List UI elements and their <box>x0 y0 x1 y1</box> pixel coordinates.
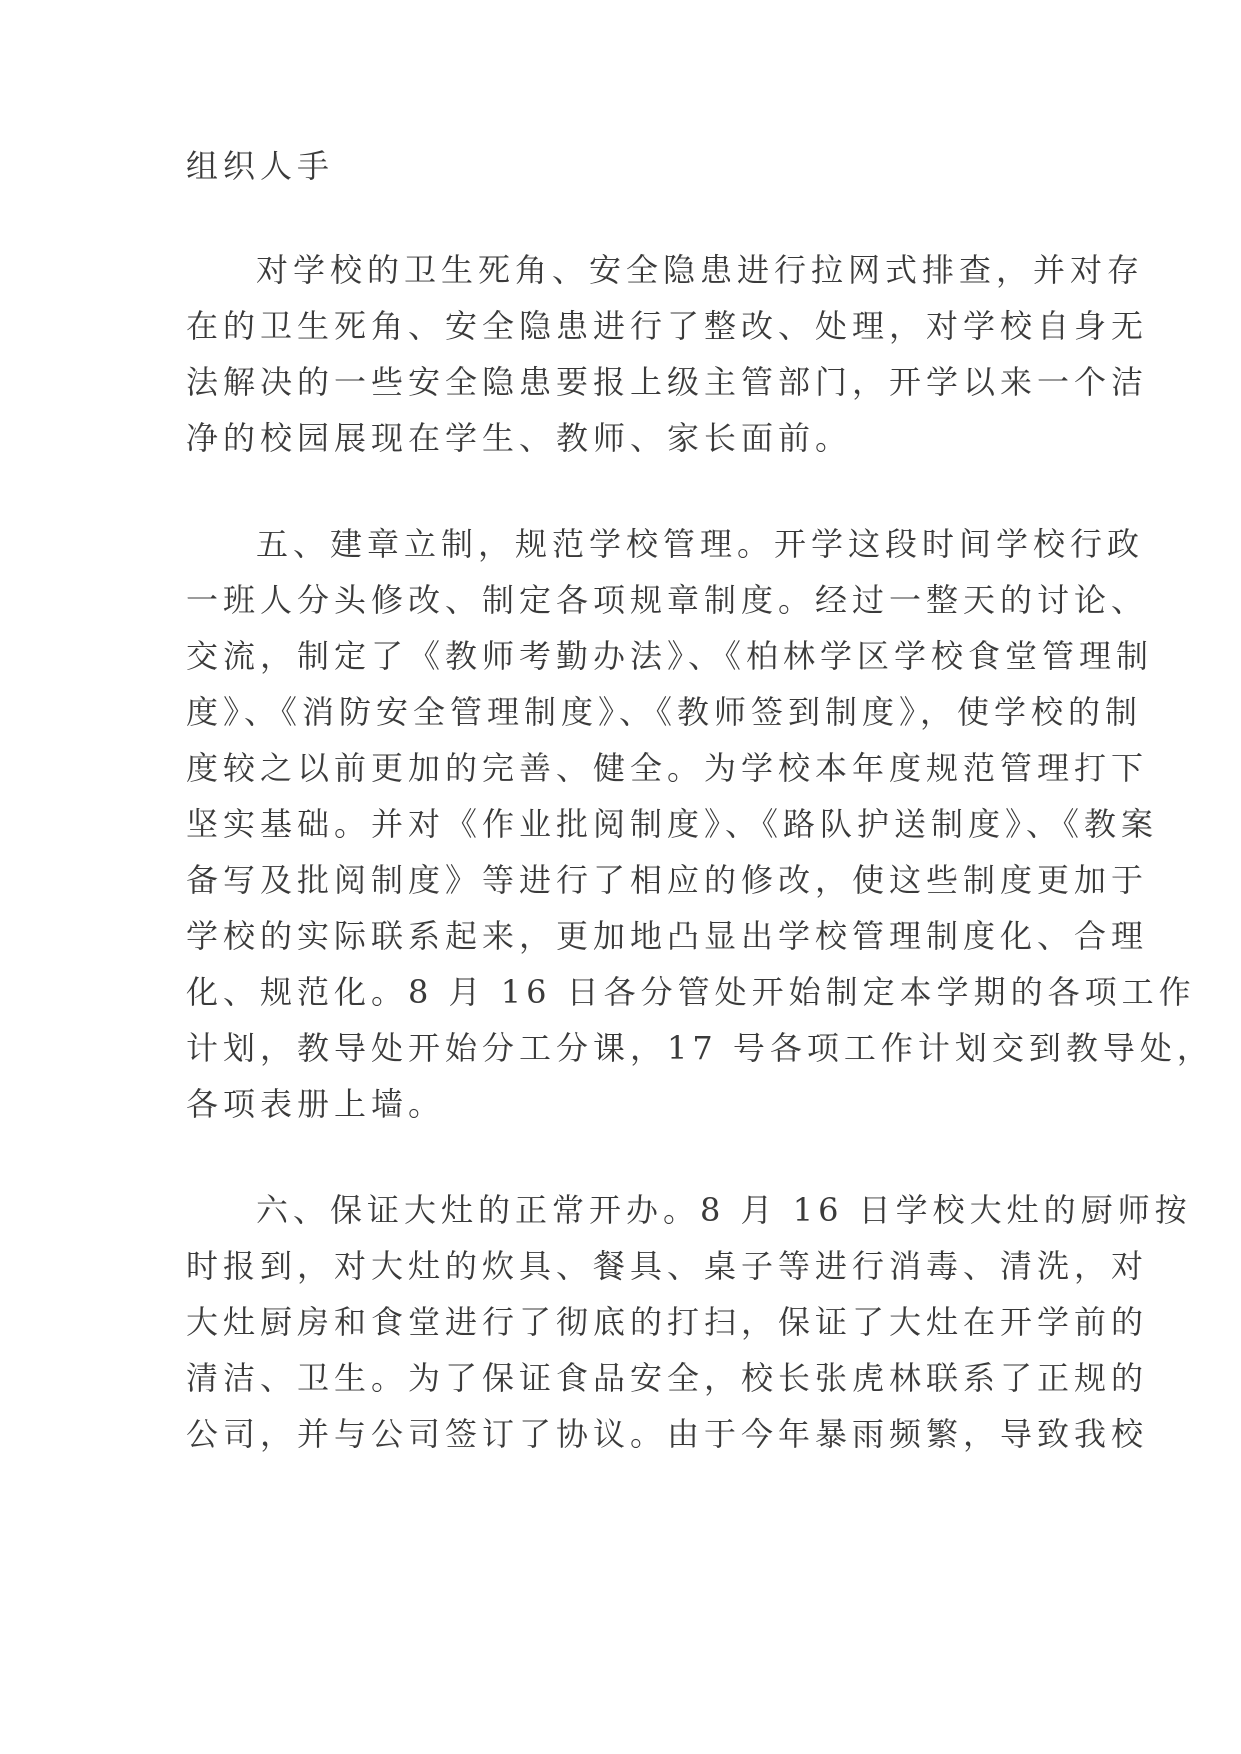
paragraph-line: 对学校的卫生死角、安全隐患进行拉网式排查，并对存 <box>256 251 1145 289</box>
paragraph-line: 度》、《消防安全管理制度》、《教师签到制度》，使学校的制 <box>186 693 1143 731</box>
paragraph-line: 五、建章立制，规范学校管理。开学这段时间学校行政 <box>256 525 1145 563</box>
paragraph-line: 大灶厨房和食堂进行了彻底的打扫，保证了大灶在开学前的 <box>186 1303 1149 1341</box>
paragraph-line: 六、保证大灶的正常开办。8 月 16 日学校大灶的厨师按 <box>256 1191 1192 1229</box>
paragraph-line: 法解决的一些安全隐患要报上级主管部门，开学以来一个洁 <box>186 363 1149 401</box>
paragraph-line: 备写及批阅制度》等进行了相应的修改，使这些制度更加于 <box>186 861 1149 899</box>
paragraph-line: 一班人分头修改、制定各项规章制度。经过一整天的讨论、 <box>186 581 1149 619</box>
paragraph-line: 交流，制定了《教师考勤办法》、《柏林学区学校食堂管理制 <box>186 637 1154 675</box>
paragraph-line: 各项表册上墙。 <box>186 1085 446 1123</box>
paragraph-line: 净的校园展现在学生、教师、家长面前。 <box>186 419 853 457</box>
paragraph-line: 公司，并与公司签订了协议。由于今年暴雨频繁，导致我校 <box>186 1415 1149 1453</box>
paragraph-line: 学校的实际联系起来，更加地凸显出学校管理制度化、合理 <box>186 917 1149 955</box>
paragraph-line: 度较之以前更加的完善、健全。为学校本年度规范管理打下 <box>186 749 1149 787</box>
paragraph-line: 坚实基础。并对《作业批阅制度》、《路队护送制度》、《教案 <box>186 805 1159 843</box>
paragraph-line: 计划，教导处开始分工分课，17 号各项工作计划交到教导处， <box>186 1029 1214 1067</box>
paragraph-line: 化、规范化。8 月 16 日各分管处开始制定本学期的各项工作 <box>186 973 1196 1011</box>
paragraph-line: 在的卫生死角、安全隐患进行了整改、处理，对学校自身无 <box>186 307 1149 345</box>
section-heading: 组织人手 <box>186 147 335 185</box>
paragraph-line: 清洁、卫生。为了保证食品安全，校长张虎林联系了正规的 <box>186 1359 1149 1397</box>
paragraph-line: 时报到，对大灶的炊具、餐具、桌子等进行消毒、清洗，对 <box>186 1247 1149 1285</box>
